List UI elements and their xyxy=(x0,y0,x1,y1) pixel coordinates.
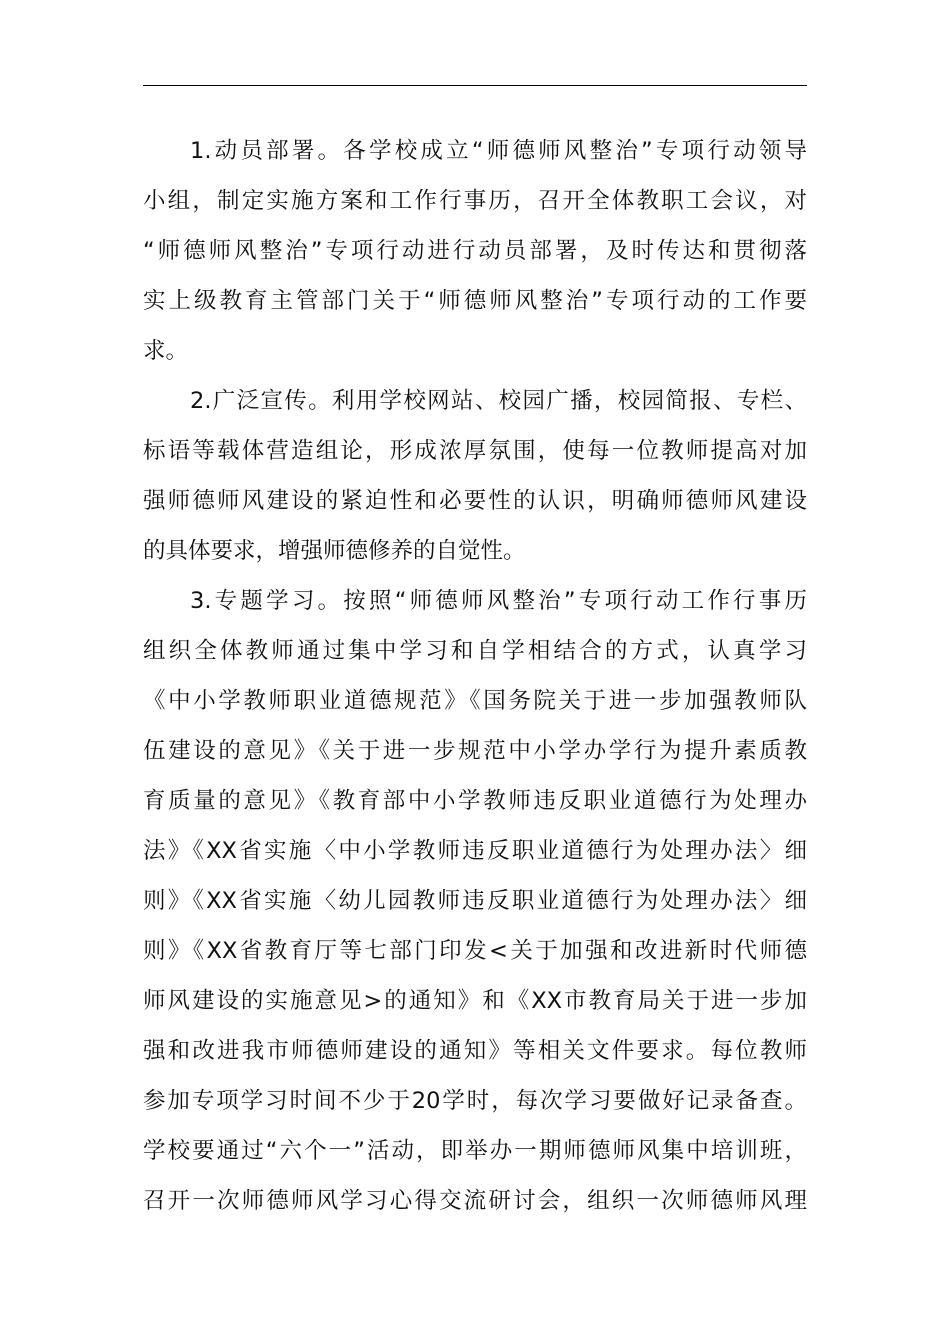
text-line: 2.广泛宣传。利用学校网站、校园广播，校园简报、专栏、 xyxy=(190,388,807,414)
text-line: 召开一次师德师风学习心得交流研讨会，组织一次师德师风理 xyxy=(143,1188,807,1214)
text-line: 标语等载体营造组论，形成浓厚氛围，使每一位教师提高对加 xyxy=(143,438,807,464)
text-line: 的具体要求，增强师德修养的自觉性。 xyxy=(143,538,526,564)
text-line: 参加专项学习时间不少于20学时，每次学习要做好记录备查。 xyxy=(143,1088,807,1114)
text-line: 伍建设的意见》《关于进一步规范中小学办学行为提升素质教 xyxy=(143,738,807,764)
text-line: 则》《XX省实施〈幼儿园教师违反职业道德行为处理办法〉细 xyxy=(143,888,807,914)
document-body xyxy=(143,126,807,1226)
text-line: 1.动员部署。各学校成立“师德师风整治”专项行动领导 xyxy=(190,138,807,164)
text-line: 3.专题学习。按照“师德师风整治”专项行动工作行事历 xyxy=(190,588,807,614)
text-line: 法》《XX省实施〈中小学教师违反职业道德行为处理办法〉细 xyxy=(143,838,807,864)
paragraph-publicity xyxy=(143,376,807,576)
text-line: 育质量的意见》《教育部中小学教师违反职业道德行为处理办 xyxy=(143,788,807,814)
text-line: 强师德师风建设的紧迫性和必要性的认识，明确师德师风建设 xyxy=(143,488,807,514)
text-line: 师风建设的实施意见>的通知》和《XX市教育局关于进一步加 xyxy=(143,988,807,1014)
text-line: 则》《XX省教育厅等七部门印发<关于加强和改进新时代师德 xyxy=(143,938,807,964)
text-line: 《中小学教师职业道德规范》《国务院关于进一步加强教师队 xyxy=(143,688,807,714)
text-line: 实上级教育主管部门关于“师德师风整治”专项行动的工作要 xyxy=(143,288,807,314)
paragraph-special-study xyxy=(143,576,807,1226)
text-line: 强和改进我市师德师建设的通知》等相关文件要求。每位教师 xyxy=(143,1038,807,1064)
text-line: 学校要通过“六个一”活动，即举办一期师德师风集中培训班， xyxy=(143,1138,807,1164)
header-rule xyxy=(143,85,807,86)
text-line: 求。 xyxy=(143,338,189,364)
text-line: “师德师风整治”专项行动进行动员部署，及时传达和贯彻落 xyxy=(143,238,807,264)
text-line: 组织全体教师通过集中学习和自学相结合的方式，认真学习 xyxy=(143,638,807,664)
paragraph-mobilization xyxy=(143,126,807,376)
text-line: 小组，制定实施方案和工作行事历，召开全体教职工会议，对 xyxy=(143,188,807,214)
